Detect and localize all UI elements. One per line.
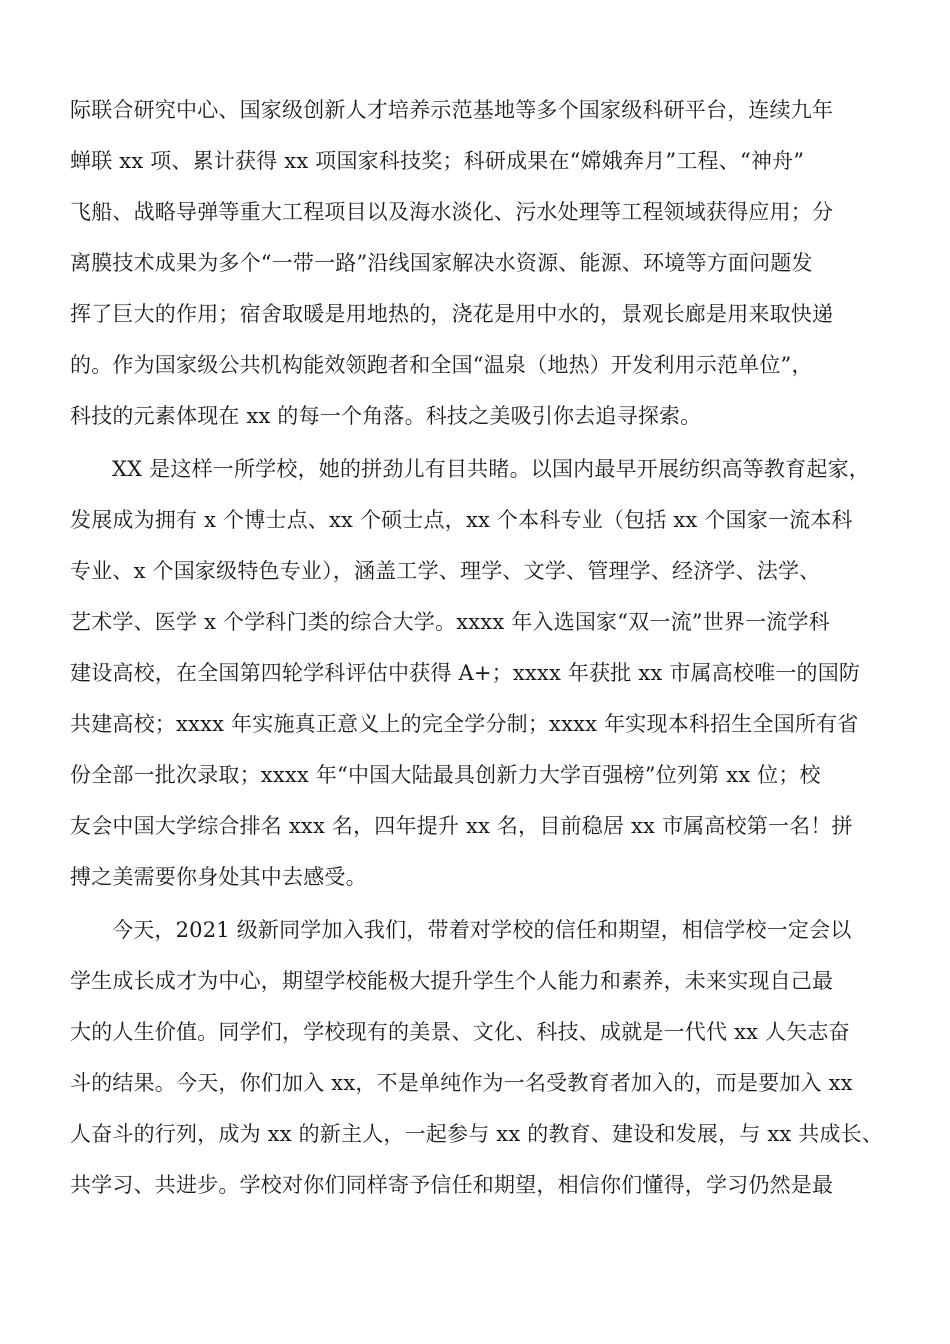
- paragraph-1-line-1: 际联合研究中心、国家级创新人才培养示范基地等多个国家级科研平台，连续九年: [70, 98, 834, 122]
- paragraph-1-line-6: 的。作为国家级公共机构能效领跑者和全国“温泉（地热）开发利用示范单位”，: [70, 353, 813, 377]
- paragraph-2-line-1: XX 是这样一所学校，她的拼劲儿有目共睹。以国内最早开展纺织高等教育起家，: [112, 457, 870, 481]
- paragraph-1-line-2: 蝉联 xx 项、累计获得 xx 项国家科技奖；科研成果在“嫦娥奔月”工程、“神舟”: [70, 149, 805, 173]
- paragraph-3-line-2: 学生成长成才为中心，期望学校能极大提升学生个人能力和素养，未来实现自己最: [70, 969, 834, 993]
- paragraph-3-line-3: 大的人生价值。同学们，学校现有的美景、文化、科技、成就是一代代 xx 人矢志奋: [70, 1020, 850, 1044]
- paragraph-2-line-9: 搏之美需要你身处其中去感受。: [70, 865, 367, 889]
- paragraph-2-line-2: 发展成为拥有 x 个博士点、xx 个硕士点，xx 个本科专业（包括 xx 个国家一流本科: [70, 508, 853, 532]
- paragraph-2-line-5: 建设高校，在全国第四轮学科评估中获得 A+；xxxx 年获批 xx 市属高校唯一的国防: [70, 661, 861, 685]
- paragraph-3-line-6: 共学习、共进步。学校对你们同样寄予信任和期望，相信你们懂得，学习仍然是最: [70, 1173, 834, 1197]
- paragraph-1-line-7: 科技的元素体现在 xx 的每一个角落。科技之美吸引你去追寻探索。: [70, 404, 702, 428]
- paragraph-2-line-7: 份全部一批次录取；xxxx 年“中国大陆最具创新力大学百强榜”位列第 xx 位；校: [70, 763, 821, 787]
- paragraph-1-line-5: 挥了巨大的作用；宿舍取暖是用地热的，浇花是用中水的，景观长廊是用来取快递: [70, 302, 834, 326]
- paragraph-2-line-4: 艺术学、医学 x 个学科门类的综合大学。xxxx 年入选国家“双一流”世界一流学科: [70, 610, 830, 634]
- paragraph-3-line-4: 斗的结果。今天，你们加入 xx，不是单纯作为一名受教育者加入的，而是要加入 xx: [70, 1071, 853, 1095]
- paragraph-1-line-3: 飞船、战略导弹等重大工程项目以及海水淡化、污水处理等工程领域获得应用；分: [70, 200, 834, 224]
- paragraph-3-line-1: 今天，2021 级新同学加入我们，带着对学校的信任和期望，相信学校一定会以: [112, 918, 852, 942]
- paragraph-2-line-3: 专业、x 个国家级特色专业），涵盖工学、理学、文学、管理学、经济学、法学、: [70, 559, 821, 583]
- paragraph-2-line-8: 友会中国大学综合排名 xxx 名，四年提升 xx 名，目前稳居 xx 市属高校第一名！拼: [70, 814, 853, 838]
- paragraph-2-line-6: 共建高校；xxxx 年实施真正意义上的完全学分制；xxxx 年实现本科招生全国所有省: [70, 712, 859, 736]
- paragraph-3-line-5: 人奋斗的行列，成为 xx 的新主人，一起参与 xx 的教育、建设和发展，与 xx 共成长、: [70, 1122, 884, 1146]
- paragraph-1-line-4: 离膜技术成果为多个“一带一路”沿线国家解决水资源、能源、环境等方面问题发: [70, 251, 813, 275]
